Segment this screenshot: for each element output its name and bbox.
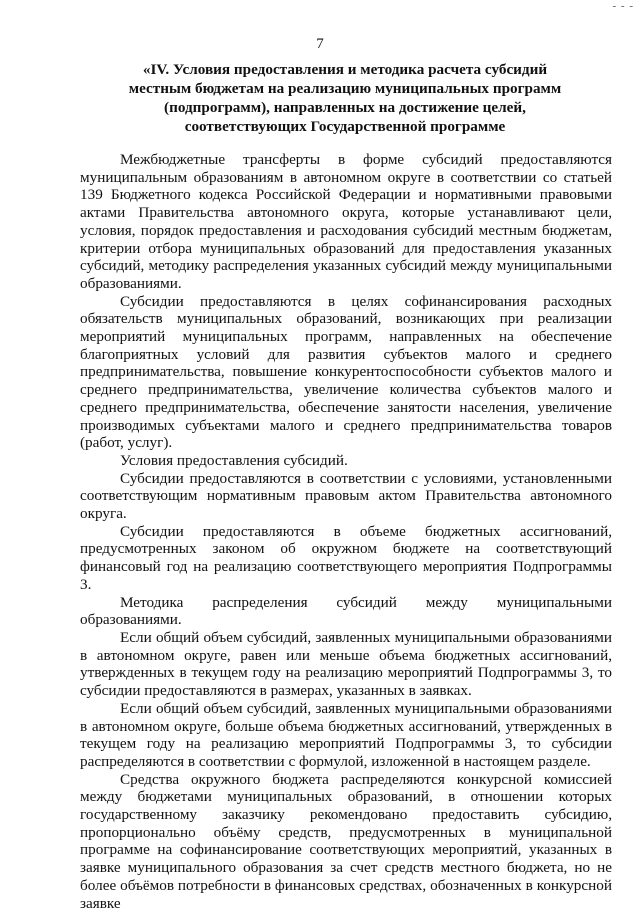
paragraph-conditions-heading: Условия предоставления субсидий. bbox=[120, 451, 348, 469]
paragraph-purpose: Субсидии предоставляются в целях софинансирования расходных обязательств муниципальных образований, возникающих при реализации мероприятий муниципальных программ, направленных на обеспечение благоприятных условий для развития субъектов малого и среднего предпринимательства, повышение конкурентоспособности субъектов малого и среднего предпринимательства, увеличение количества субъектов малого и среднего предпринимательства, обеспечение занятости населения, увеличение производимых субъектами малого и среднего предпринимательства товаров (работ, услуг). bbox=[80, 292, 612, 452]
section-heading-line: (подпрограмм), направленных на достижение целей, bbox=[164, 99, 526, 116]
paragraph-greater: Если общий объем субсидий, заявленных муниципальными образованиями в автономном округе, больше объема бюджетных ассигнований, утвержденных в текущем году на реализацию мероприятий Подпрограммы 3, то субсидии распределяются в соответствии с формулой, изложенной в настоящем разделе. bbox=[80, 699, 612, 770]
paragraph-volume: Субсидии предоставляются в объеме бюджетных ассигнований, предусмотренных законом об окружном бюджете на соответствующий финансовый год на реализацию соответствующего мероприятия Подпрограммы 3. bbox=[80, 522, 612, 593]
paragraph-distribution: Средства окружного бюджета распределяются конкурсной комиссией между бюджетами муниципальных образований, в отношении которых государственному заказчику рекомендовано предоставить субсидию, пропорционально объёму средств, предусмотренных в муниципальной программе на софинансирование соответствующих мероприятий, указанных в заявке муниципального образования за счет средств местного бюджета, но не более объёмов потребности в финансовых средствах, обозначенных в конкурсной заявке bbox=[80, 770, 612, 912]
paragraph-method-heading: Методика распределения субсидий между муниципальными образованиями. bbox=[80, 593, 612, 629]
section-heading-line: «IV. Условия предоставления и методика расчета субсидий bbox=[142, 61, 548, 78]
scan-corner-mark: - - - bbox=[612, 0, 634, 12]
paragraph-transfers: Межбюджетные трансферты в форме субсидий предоставляются муниципальным образованиям в автономном округе в соответствии со статьей 139 Бюджетного кодекса Российской Федерации и нормативными правовыми актами Правительства автономного округа, которые устанавливают цели, условия, порядок предоставления и расходования субсидий местным бюджетам, критерии отбора муниципальных образований для предоставления указанных субсидий, методику распределения указанных субсидий между муниципальными образованиями. bbox=[80, 151, 612, 292]
section-heading-line: местным бюджетам на реализацию муниципальных программ bbox=[128, 80, 562, 97]
section-heading bbox=[80, 60, 610, 136]
document-body bbox=[80, 151, 612, 912]
page-number: 7 bbox=[316, 36, 324, 52]
paragraph-conditions: Субсидии предоставляются в соответствии с условиями, установленными соответствующим нормативным правовым актом Правительства автономного округа. bbox=[80, 469, 612, 523]
paragraph-equal-or-less: Если общий объем субсидий, заявленных муниципальными образованиями в автономном округе, равен или меньше объема бюджетных ассигнований, утвержденных в текущем году на реализацию мероприятий Подпрограммы 3, то субсидии предоставляются в размерах, указанных в заявках. bbox=[80, 628, 612, 700]
section-heading-line: соответствующих Государственной программе bbox=[184, 118, 506, 135]
